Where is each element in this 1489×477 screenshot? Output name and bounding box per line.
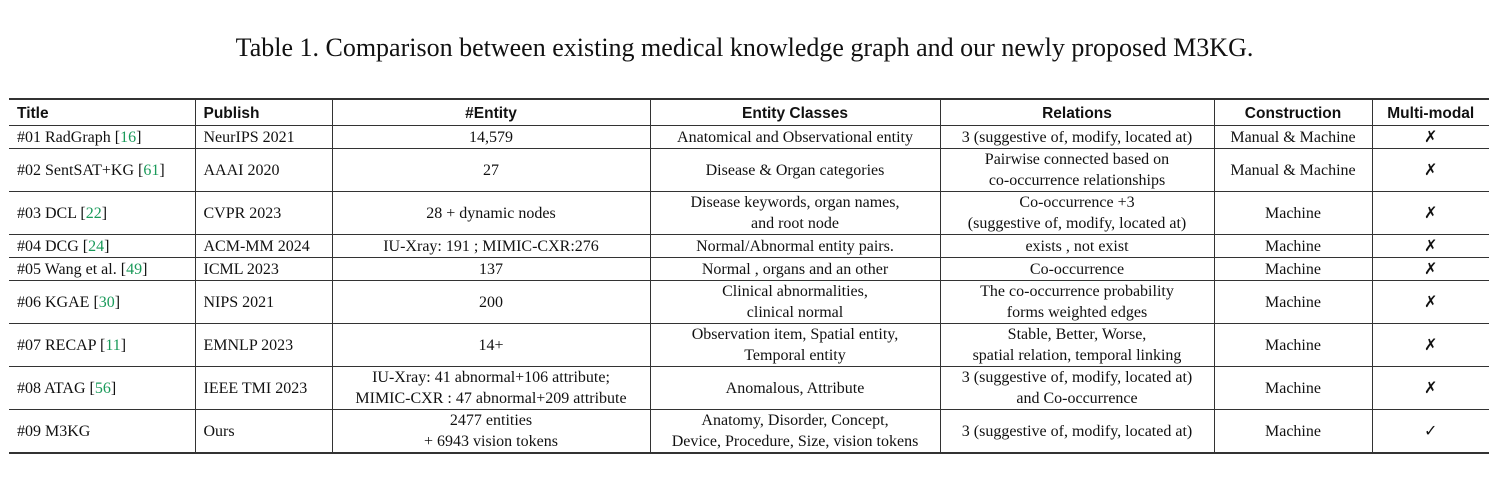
cell-relations [940, 281, 1214, 324]
cell-line: 137 [479, 260, 503, 278]
check-mark-icon: ✓ [1424, 421, 1438, 440]
title-close-bracket: ] [159, 161, 165, 179]
cell-entity [332, 192, 650, 235]
table-row [9, 126, 1489, 149]
table-row [9, 192, 1489, 235]
cell-line: exists , not exist [1025, 237, 1129, 255]
cell-entity-classes [650, 324, 940, 367]
cell-title [9, 149, 195, 192]
cell-line: spatial relation, temporal linking [972, 347, 1182, 364]
cell-entity [332, 126, 650, 149]
cell-entity-classes [650, 410, 940, 454]
cell-line: IU-Xray: 191 ; MIMIC-CXR:276 [383, 237, 599, 255]
citation-link[interactable]: 24 [88, 237, 105, 255]
cell-publish: ICML 2023 [195, 258, 332, 281]
cell-title [9, 192, 195, 235]
cell-line: Anatomy, Disorder, Concept, [701, 412, 889, 429]
cross-mark-icon: ✗ [1424, 378, 1438, 397]
cell-construction: Machine [1214, 410, 1372, 454]
title-text: #09 M3KG [17, 422, 91, 440]
table-row [9, 235, 1489, 258]
cell-construction: Machine [1214, 324, 1372, 367]
cell-entity-classes [650, 126, 940, 149]
cell-entity [332, 235, 650, 258]
cell-multi-modal [1372, 235, 1489, 258]
cross-mark-icon: ✗ [1424, 236, 1438, 255]
cell-line: Normal/Abnormal entity pairs. [696, 237, 894, 255]
cell-entity-classes [650, 367, 940, 410]
cell-title [9, 324, 195, 367]
title-close-bracket: ] [142, 260, 148, 278]
cell-entity [332, 324, 650, 367]
citation-link[interactable]: 11 [105, 336, 121, 354]
cell-line: Pairwise connected based on [984, 151, 1170, 168]
cell-relations [940, 258, 1214, 281]
cell-line: Anomalous, Attribute [725, 379, 865, 397]
cell-entity [332, 367, 650, 410]
table-caption: Table 1. Comparison between existing medical knowledge graph and our newly proposed M3KG. [235, 33, 1254, 62]
cell-line: Normal , organs and an other [701, 260, 889, 278]
cross-mark-icon: ✗ [1424, 203, 1438, 222]
cell-construction: Machine [1214, 258, 1372, 281]
title-close-bracket: ] [136, 128, 142, 146]
cell-entity-classes [650, 281, 940, 324]
cell-line: and root node [751, 215, 839, 232]
cell-publish: NeurIPS 2021 [195, 126, 332, 149]
cell-relations [940, 149, 1214, 192]
cell-title [9, 367, 195, 410]
table-row [9, 324, 1489, 367]
cell-entity-classes [650, 192, 940, 235]
cell-publish: Ours [195, 410, 332, 454]
cell-multi-modal [1372, 410, 1489, 454]
cross-mark-icon: ✗ [1424, 259, 1438, 278]
cell-multi-modal [1372, 367, 1489, 410]
comparison-table [9, 98, 1489, 454]
cell-construction: Manual & Machine [1214, 149, 1372, 192]
cell-publish: ACM-MM 2024 [195, 235, 332, 258]
cell-construction: Machine [1214, 367, 1372, 410]
cell-line: Device, Procedure, Size, vision tokens [671, 433, 919, 450]
cell-line: (suggestive of, modify, located at) [967, 215, 1187, 232]
title-text: #03 DCL [ [17, 204, 86, 222]
table-row [9, 149, 1489, 192]
title-text: #01 RadGraph [ [17, 128, 121, 146]
cell-multi-modal [1372, 192, 1489, 235]
cell-multi-modal [1372, 258, 1489, 281]
title-text: #02 SentSAT+KG [ [17, 161, 144, 179]
citation-link[interactable]: 16 [120, 128, 137, 146]
cell-relations [940, 192, 1214, 235]
cell-line: 3 (suggestive of, modify, located at) [961, 369, 1193, 386]
cell-title [9, 235, 195, 258]
cell-line: Anatomical and Observational entity [677, 128, 913, 146]
cell-publish: NIPS 2021 [195, 281, 332, 324]
cell-line: 200 [479, 293, 503, 311]
cell-publish: AAAI 2020 [195, 149, 332, 192]
cell-construction: Machine [1214, 281, 1372, 324]
cell-multi-modal [1372, 281, 1489, 324]
cell-line: 3 (suggestive of, modify, located at) [961, 422, 1193, 440]
citation-link[interactable]: 49 [126, 260, 143, 278]
cell-line: Co-occurrence +3 [1019, 194, 1135, 211]
header-entity: #Entity [332, 99, 650, 126]
cell-line: 3 (suggestive of, modify, located at) [961, 128, 1193, 146]
cross-mark-icon: ✗ [1424, 292, 1438, 311]
title-close-bracket: ] [110, 379, 117, 397]
cross-mark-icon: ✗ [1424, 160, 1438, 179]
title-text: #05 Wang et al. [ [17, 260, 127, 278]
title-close-bracket: ] [120, 336, 127, 354]
table-body [9, 126, 1489, 454]
cell-entity [332, 258, 650, 281]
cell-line: and Co-occurrence [1016, 390, 1138, 407]
table-row [9, 410, 1489, 454]
cell-line: Co-occurrence [1029, 260, 1125, 278]
cell-line: 27 [483, 161, 499, 179]
cell-line: Stable, Better, Worse, [1007, 326, 1147, 343]
cell-line: MIMIC-CXR : 47 abnormal+209 attribute [355, 390, 627, 407]
cross-mark-icon: ✗ [1424, 127, 1438, 146]
title-text: #07 RECAP [ [17, 336, 106, 354]
cell-relations [940, 126, 1214, 149]
cross-mark-icon: ✗ [1424, 335, 1438, 354]
cell-line: co-occurrence relationships [988, 172, 1166, 189]
cell-line: Temporal entity [744, 347, 846, 364]
title-text: #04 DCG [ [17, 237, 89, 255]
header-entity-classes: Entity Classes [650, 99, 940, 126]
citation-link[interactable]: 61 [143, 161, 160, 179]
cell-title [9, 410, 195, 454]
table-row [9, 367, 1489, 410]
citation-link[interactable]: 22 [85, 204, 102, 222]
cell-title [9, 258, 195, 281]
cell-entity [332, 410, 650, 454]
table-row [9, 258, 1489, 281]
cell-line: The co-occurrence probability [980, 283, 1174, 300]
cell-line: clinical normal [746, 304, 844, 321]
cell-line: + 6943 vision tokens [424, 433, 558, 450]
cell-line: IU-Xray: 41 abnormal+106 attribute; [372, 369, 610, 386]
cell-construction: Manual & Machine [1214, 126, 1372, 149]
cell-line: 14+ [478, 336, 504, 354]
header-relations: Relations [940, 99, 1214, 126]
table-row [9, 281, 1489, 324]
cell-publish: EMNLP 2023 [195, 324, 332, 367]
cell-construction: Machine [1214, 235, 1372, 258]
cell-line: 28 + dynamic nodes [426, 204, 556, 222]
header-title: Title [9, 99, 195, 126]
cell-entity [332, 281, 650, 324]
cell-title [9, 126, 195, 149]
cell-entity [332, 149, 650, 192]
title-close-bracket: ] [104, 237, 110, 255]
cell-entity-classes [650, 258, 940, 281]
cell-construction: Machine [1214, 192, 1372, 235]
cell-multi-modal [1372, 324, 1489, 367]
cell-publish: IEEE TMI 2023 [195, 367, 332, 410]
cell-line: Clinical abnormalities, [722, 283, 868, 300]
cell-line: forms weighted edges [1006, 304, 1148, 321]
cell-multi-modal [1372, 126, 1489, 149]
title-text: #06 KGAE [ [17, 293, 99, 311]
cell-relations [940, 235, 1214, 258]
cell-multi-modal [1372, 149, 1489, 192]
header-construction: Construction [1214, 99, 1372, 126]
cell-entity-classes [650, 149, 940, 192]
cell-line: 2477 entities [449, 412, 533, 429]
cell-publish: CVPR 2023 [195, 192, 332, 235]
citation-link[interactable]: 30 [98, 293, 115, 311]
title-close-bracket: ] [114, 293, 121, 311]
cell-line: Observation item, Spatial entity, [691, 326, 899, 343]
header-publish: Publish [195, 99, 332, 126]
cell-line: 14,579 [469, 128, 513, 146]
header-multi-modal: Multi-modal [1372, 99, 1489, 126]
cell-line: Disease & Organ categories [705, 161, 885, 179]
citation-link[interactable]: 56 [94, 379, 111, 397]
cell-title [9, 281, 195, 324]
cell-entity-classes [650, 235, 940, 258]
header-row [9, 99, 1489, 126]
cell-relations [940, 410, 1214, 454]
title-close-bracket: ] [101, 204, 108, 222]
cell-line: Disease keywords, organ names, [690, 194, 900, 211]
cell-relations [940, 324, 1214, 367]
title-text: #08 ATAG [ [17, 379, 95, 397]
cell-relations [940, 367, 1214, 410]
